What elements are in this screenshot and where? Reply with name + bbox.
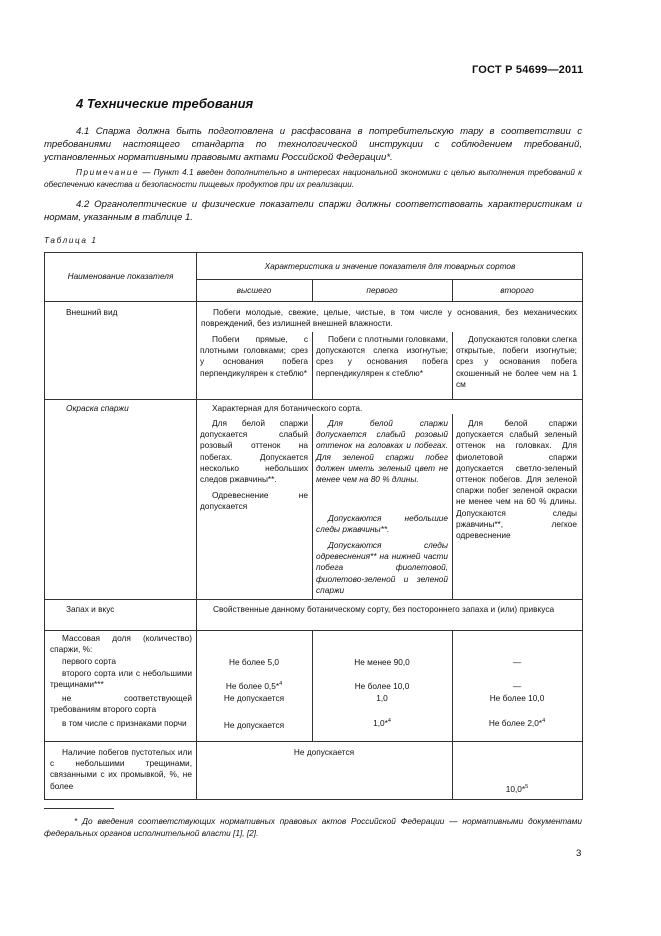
mass-spoiled-second-value: Не более 2,0*: [488, 718, 543, 728]
document-number: ГОСТ Р 54699—2011: [472, 64, 584, 76]
page-number: 3: [576, 848, 582, 859]
mass-first-first: Не менее 90,0: [354, 657, 410, 667]
mass-nonconforming-highest: Не допускается: [223, 693, 285, 703]
footnote-rule: [44, 808, 114, 809]
table-header-characteristics: Характеристика и значение показателя для товарных сортов: [264, 261, 516, 271]
table-rule-header-bottom: [44, 301, 583, 302]
table-caption: Таблица 1: [44, 236, 98, 245]
mass-spoiled-highest: Не допускается: [223, 720, 285, 730]
row-appearance-first: Побеги с плотными головками, допускаются слегка изогнутые; срез у основания побега перпендикулярен к стеблю*: [316, 334, 448, 378]
row-appearance-highest: Побеги прямые, с плотными головками; срез у основания побега перпендикулярен к стеблю*: [200, 334, 308, 378]
section-title: 4 Технические требования: [76, 96, 254, 111]
footnote-ref-4: 4: [279, 681, 283, 687]
row-mass-sub-nonconforming: не соответствующей требованиям второго сорта: [50, 693, 192, 715]
table-col-rule-2-r2: [452, 414, 453, 599]
table-rule-grades: [196, 279, 583, 280]
table-col-rule-2-r5: [452, 741, 453, 799]
table-col-rule-2-header: [452, 279, 453, 301]
mass-first-second: —: [512, 657, 522, 667]
table-rule-row3: [44, 630, 583, 631]
mass-second-second: —: [512, 681, 522, 691]
paragraph-4-2: [44, 198, 582, 224]
table-header-name: Наименование показателя: [67, 271, 174, 281]
row-smell-name: Запах и вкус: [66, 604, 115, 614]
row-smell-common: Свойственные данному ботаническому сорту, без постороннего запаха и (или) привкуса: [213, 604, 555, 614]
mass-nonconforming-first: 1,0: [376, 693, 388, 703]
footnote-ref-4: 4: [542, 718, 546, 724]
row-hollow-name: Наличие побегов пустотелых или с небольшими трещинами, связанными с их промывкой, %, не более: [50, 747, 192, 791]
mass-second-highest: [198, 681, 310, 692]
mass-spoiled-first-value: 1,0*: [373, 718, 388, 728]
mass-nonconforming-second: Не более 10,0: [489, 693, 545, 703]
mass-spoiled-first: [314, 718, 450, 729]
hollow-second: [454, 784, 580, 795]
row-color-first-a: Для белой спаржи допускается слабый розовый оттенок на головках и побегах. Для зеленой спаржи побег должен иметь зеленый цвет не менее чем на 80 % длины.: [316, 418, 448, 485]
row-appearance-name: Внешний вид: [66, 307, 118, 317]
footnote-ref-5: 5: [525, 784, 529, 790]
table-col-rule-1-header: [312, 279, 313, 301]
row-mass-sub-second: второго сорта или с небольшими трещинами***: [50, 668, 192, 690]
footnote-ref-4: 4: [387, 718, 391, 724]
table-border-left: [44, 252, 45, 800]
table-col-rule-2-r1: [452, 332, 453, 399]
row-mass-sub-spoiled: в том числе с признаками порчи: [62, 718, 187, 728]
note-label: Примечание: [76, 168, 140, 177]
mass-first-highest: Не более 5,0: [228, 657, 279, 667]
row-color-highest-a: Для белой спаржи допускается слабый розовый оттенок на побегах. Допускается несколько небольших следов ржавчины**.: [200, 418, 308, 485]
table-header-grade-highest: высшего: [236, 285, 272, 295]
paragraph-4-2-text: 4.2 Органолептические и физические показатели спаржи должны соответствовать характеристикам и нормам, указанным в таблице 1.: [44, 199, 582, 224]
row-color-second: Для белой спаржи допускается слабый зеленый оттенок на головках. Для фиолетовой спаржи допускается светло-зеленый оттенок побегов. Для зеленой спаржи побег зеленой окраски не менее чем на 60 % длины. Допускаются следы ржавчины**, легкое одревеснение: [456, 418, 577, 541]
hollow-second-value: 10,0*: [505, 784, 526, 794]
hollow-highest-first: Не допускается: [293, 747, 355, 757]
footnote-text: * До введения соответствующих нормативных правовых актов Российской Федерации — нормативными документами федеральных органов исполнительной власти [1], [2].: [44, 816, 582, 838]
row-appearance-common: Побеги молодые, свежие, целые, чистые, в том числе у основания, без механических повреждений, без излишней внешней влажности.: [201, 307, 577, 329]
row-mass-sub-first: первого сорта: [62, 656, 117, 666]
row-color-first-b: Допускаются небольшие следы ржавчины**.: [316, 513, 448, 535]
table-col-rule-2-r4: [452, 630, 453, 741]
row-color-highest-b: Одревеснение не допускается: [200, 490, 308, 512]
table-rule-row2: [44, 599, 583, 600]
table-border-top: [44, 252, 583, 253]
paragraph-4-1-text: 4.1 Спаржа должна быть подготовлена и расфасована в потребительскую тару в соответствии с требованиями настоящего стандарта по технологической инструкции с соблюдением требований, установленных нормативными правовыми актами Российской Федерации*.: [44, 126, 582, 164]
row-color-first-c: Допускаются следы одревеснения** на нижней части побега фиолетовой, фиолетово-зеленой и зеленой спаржи: [316, 540, 448, 595]
row-mass-name: Массовая доля (количество) спаржи, %:: [50, 633, 192, 655]
mass-spoiled-second: [454, 718, 580, 729]
paragraph-4-1: [44, 125, 582, 165]
table-border-bottom: [44, 799, 583, 800]
note-text: — Пункт 4.1 введен дополнительно в интересах национальной экономики с целью выполнения требований к обеспечению качества и безопасности пищевых продуктов при их реализации.: [44, 168, 582, 189]
row-appearance-second: Допускаются головки слегка открытые, побеги изогнутые; срез у основания побега скошенный не более чем на 1 см: [456, 334, 578, 389]
table-col-rule-1-r1: [312, 332, 313, 399]
table-rule-row4: [44, 741, 583, 742]
row-color-common: Характерная для ботанического сорта.: [212, 403, 363, 413]
table-col-rule-1-r4: [312, 630, 313, 741]
table-border-right: [582, 252, 583, 800]
table-header-grade-second: второго: [500, 285, 534, 295]
table-col-rule-1-r2: [312, 414, 313, 599]
footnote: [44, 815, 582, 839]
table-col-rule-name: [196, 252, 197, 800]
table-header-grade-first: первого: [366, 285, 398, 295]
mass-second-highest-value: Не более 0,5*: [225, 681, 280, 691]
note: [44, 167, 582, 191]
row-color-name: Окраска спаржи: [66, 403, 129, 413]
mass-second-first: Не более 10,0: [354, 681, 410, 691]
table-rule-row1: [44, 399, 583, 400]
